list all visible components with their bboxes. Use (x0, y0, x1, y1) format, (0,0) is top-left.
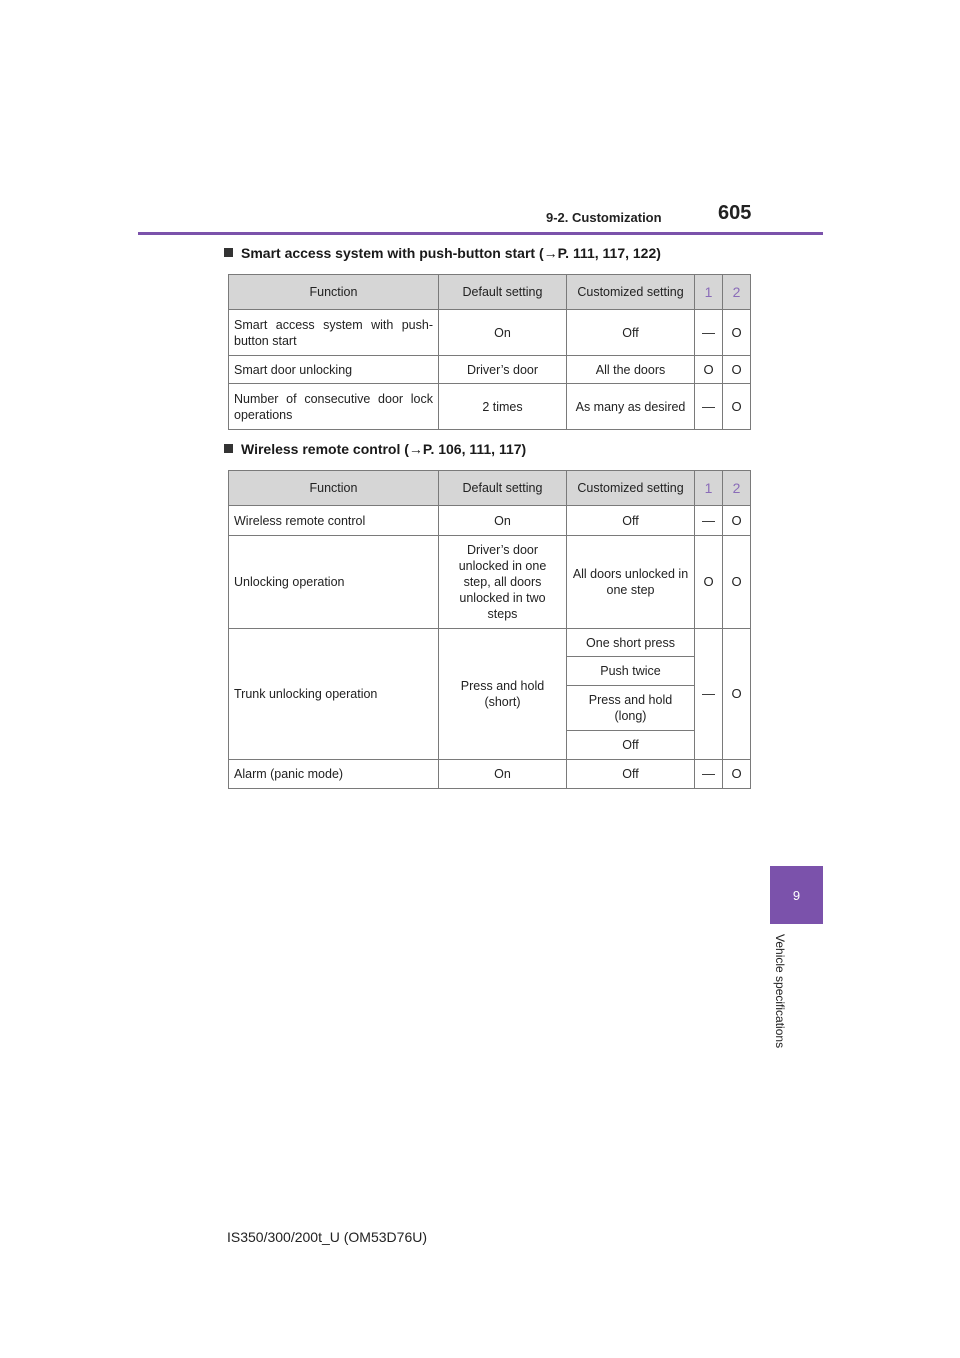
section-heading-text: Wireless remote control (→P. 106, 111, 117) (241, 441, 527, 457)
col-header-custom: Customized setting (567, 471, 695, 506)
col-header-2: 2 (723, 275, 751, 310)
page-number: 605 (718, 202, 752, 224)
cell-mark-2: O (723, 356, 751, 384)
col-header-1: 1 (695, 275, 723, 310)
cell-default: Press and hold (short) (439, 629, 567, 760)
square-bullet-icon (224, 248, 233, 257)
table-header-row (229, 275, 751, 310)
cell-custom: As many as desired (567, 384, 695, 430)
table-row (229, 356, 751, 384)
cell-function: Trunk unlocking operation (229, 629, 439, 760)
table-row (229, 629, 751, 657)
cell-mark-2: O (723, 384, 751, 430)
cell-mark-2: O (723, 506, 751, 536)
table-row (229, 310, 751, 356)
col-header-default: Default setting (439, 275, 567, 310)
section-heading-smart-access (224, 245, 661, 261)
chapter-number: 9 (792, 887, 801, 903)
cell-mark-1: — (695, 384, 723, 430)
cell-mark-2: O (723, 760, 751, 789)
cell-mark-1: — (695, 629, 723, 760)
cell-default: On (439, 760, 567, 789)
cell-custom: All doors unlocked in one step (567, 536, 695, 629)
cell-mark-1: O (695, 536, 723, 629)
cell-custom-option: Press and hold (long) (567, 686, 695, 731)
cell-mark-2: O (723, 536, 751, 629)
cell-mark-1: O (695, 356, 723, 384)
col-header-2: 2 (723, 471, 751, 506)
cell-function: Number of consecutive door lock operations (229, 384, 439, 430)
cell-custom-option: Off (567, 731, 695, 760)
chapter-label-text: Vehicle specifications (773, 934, 787, 1049)
col-header-function: Function (229, 275, 439, 310)
cell-custom: All the doors (567, 356, 695, 384)
col-header-default: Default setting (439, 471, 567, 506)
cell-custom: Off (567, 760, 695, 789)
chapter-tab (770, 866, 823, 924)
header-divider (138, 232, 823, 235)
section-title: 9-2. Customization (546, 210, 662, 225)
cell-mark-1: — (695, 506, 723, 536)
chapter-label (770, 934, 790, 1069)
cell-custom-option: One short press (567, 629, 695, 657)
smart-access-table (228, 274, 751, 430)
table-row (229, 384, 751, 430)
cell-function: Unlocking operation (229, 536, 439, 629)
col-header-custom: Customized setting (567, 275, 695, 310)
cell-default: On (439, 310, 567, 356)
cell-default: 2 times (439, 384, 567, 430)
table-row (229, 536, 751, 629)
cell-custom-option: Push twice (567, 657, 695, 686)
wireless-remote-table (228, 470, 751, 789)
section-heading-text: Smart access system with push-button start (→P. 111, 117, 122) (241, 245, 661, 261)
cell-default: Driver’s door unlocked in one step, all doors unlocked in two steps (439, 536, 567, 629)
cell-custom: Off (567, 506, 695, 536)
model-footer: IS350/300/200t_U (OM53D76U) (227, 1229, 427, 1245)
table-row (229, 506, 751, 536)
cell-mark-2: O (723, 629, 751, 760)
cell-default: On (439, 506, 567, 536)
cell-mark-1: — (695, 760, 723, 789)
cell-function: Smart door unlocking (229, 356, 439, 384)
cell-custom: Off (567, 310, 695, 356)
col-header-1: 1 (695, 471, 723, 506)
section-heading-wireless-remote (224, 441, 526, 457)
cell-mark-2: O (723, 310, 751, 356)
square-bullet-icon (224, 444, 233, 453)
cell-function: Wireless remote control (229, 506, 439, 536)
table-header-row (229, 471, 751, 506)
cell-function: Smart access system with push-button start (229, 310, 439, 356)
table-row (229, 760, 751, 789)
cell-default: Driver’s door (439, 356, 567, 384)
cell-mark-1: — (695, 310, 723, 356)
col-header-function: Function (229, 471, 439, 506)
cell-function: Alarm (panic mode) (229, 760, 439, 789)
